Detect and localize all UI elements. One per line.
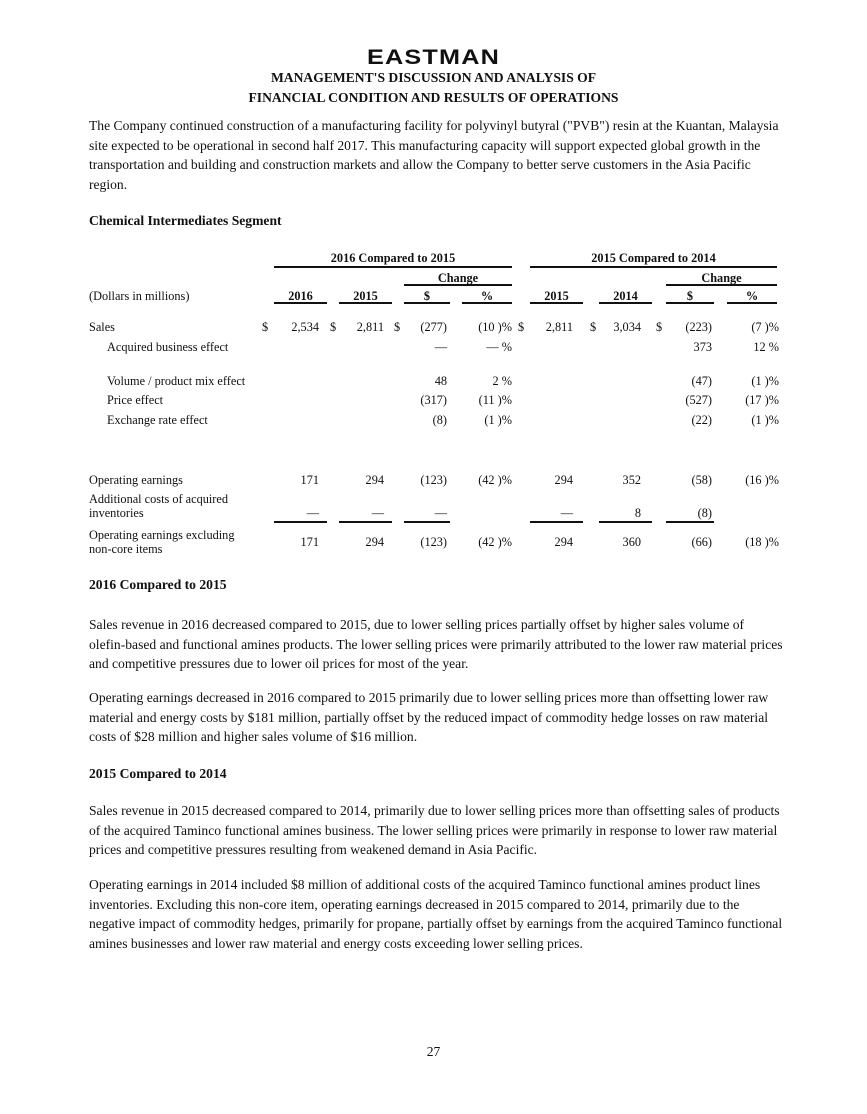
cell: (10 )% (478, 320, 512, 334)
section-heading-2015: 2015 Compared to 2014 (89, 766, 227, 781)
col-header-change-percent: % (480, 289, 494, 303)
cell: (11 )% (478, 393, 512, 407)
col-underline (599, 302, 652, 304)
col-header-change-dollars: $ (423, 289, 431, 303)
cell: (17 )% (745, 393, 779, 407)
section-2015-paragraph-2: Operating earnings in 2014 included $8 million of additional costs of the acquired Taminco functional amines product lines inventories. Excluding this non-core item, operating earnings decreased in 2015 compared to 2014, primarily due to the negative impact of commodity hedges, primarily for propane, partially offset by earnings from the acquired Taminco functional amines businesses and lower raw material and energy costs exceeding lower selling prices. (89, 877, 783, 951)
change-2015-underline (666, 284, 777, 286)
section-heading-2016: 2016 Compared to 2015 (89, 577, 227, 592)
section-2016-paragraph-1: Sales revenue in 2016 decreased compared to 2015, due to lower selling prices partially offset by higher sales volume of olefin-based and functional amines products. The lower selling prices were primarily attributed to the lower raw material prices and competitive pressures due to lower oil prices for most of the year. (89, 617, 783, 671)
cell: (42 )% (478, 535, 512, 549)
change-header-2015: Change (701, 271, 742, 285)
cell: (317) (420, 393, 447, 407)
row-label-fx: Exchange rate effect (107, 413, 208, 427)
cell: 8 (634, 506, 641, 520)
subtotal-line (274, 521, 327, 523)
cell: 2 % (492, 374, 512, 388)
company-logo: EASTMAN (366, 46, 501, 69)
dollar-sign: $ (590, 320, 597, 334)
cell: 373 (693, 340, 712, 354)
cell: (1 )% (751, 413, 779, 427)
cell: 48 (434, 374, 447, 388)
cell: (8) (432, 413, 447, 427)
group-2016-header: 2016 Compared to 2015 (330, 251, 456, 265)
cell: (18 )% (745, 535, 779, 549)
section-2016-paragraph-2: Operating earnings decreased in 2016 compared to 2015 primarily due to lower selling prices more than offsetting lower raw material and energy costs by $181 million, partially offset by the reduced impact of commodity hedge losses on raw material costs of $28 million and higher sales volume of $16 million. (89, 690, 769, 744)
cell: 294 (365, 535, 384, 549)
dollar-sign: $ (262, 320, 269, 334)
col-header-2015b: 2015 (544, 289, 569, 303)
col-underline (666, 302, 714, 304)
row-label-additional-costs-2: inventories (89, 506, 144, 520)
intro-paragraph: The Company continued construction of a manufacturing facility for polyvinyl butyral ("PVB") resin at the Kuantan, Malaysia site expected to be operational in second half 2017. This manufacturing capacity will support expected global growth in the transportation and building and construction markets and allow the Company to better serve customers in the Asia Pacific region. (89, 118, 779, 192)
cell: 294 (554, 535, 573, 549)
cell: 171 (300, 473, 319, 487)
cell: (58) (691, 473, 712, 487)
col-header-2016: 2016 (288, 289, 313, 303)
subtotal-line (666, 521, 714, 523)
cell: 3,034 (613, 320, 641, 334)
segment-heading: Chemical Intermediates Segment (89, 213, 282, 228)
cell: 360 (622, 535, 641, 549)
page-title-line1: MANAGEMENT'S DISCUSSION AND ANALYSIS OF (270, 70, 597, 85)
subtotal-line (404, 521, 450, 523)
col-header-change-percent-b: % (745, 289, 759, 303)
col-underline (530, 302, 583, 304)
cell: — (560, 506, 573, 520)
cell: (123) (420, 473, 447, 487)
change-header-2016: Change (437, 271, 479, 285)
cell: 294 (365, 473, 384, 487)
group-2015-underline (530, 266, 777, 268)
subtotal-line (599, 521, 652, 523)
page-title-line2: FINANCIAL CONDITION AND RESULTS OF OPERATIONS (248, 90, 619, 105)
col-header-2014: 2014 (613, 289, 638, 303)
col-underline (404, 302, 450, 304)
cell: (277) (420, 320, 447, 334)
cell: (7 )% (751, 320, 779, 334)
cell: 2,534 (291, 320, 319, 334)
cell: 12 % (753, 340, 779, 354)
cell: (66) (691, 535, 712, 549)
cell: (16 )% (745, 473, 779, 487)
cell: (22) (691, 413, 712, 427)
col-underline (462, 302, 512, 304)
change-2016-underline (404, 284, 512, 286)
cell: (1 )% (484, 413, 512, 427)
row-label-sales: Sales (89, 320, 115, 334)
row-label-excluding: Operating earnings excluding (89, 528, 235, 542)
cell: 2,811 (356, 320, 384, 334)
cell: (123) (420, 535, 447, 549)
units-label: (Dollars in millions) (89, 289, 190, 303)
row-label-volume: Volume / product mix effect (107, 374, 246, 388)
col-underline (727, 302, 777, 304)
col-underline (274, 302, 327, 304)
subtotal-line (530, 521, 583, 523)
cell: — % (486, 340, 512, 354)
subtotal-line (339, 521, 392, 523)
cell: 294 (554, 473, 573, 487)
dollar-sign: $ (518, 320, 525, 334)
cell: (527) (685, 393, 712, 407)
dollar-sign: $ (394, 320, 401, 334)
cell: (223) (685, 320, 712, 334)
section-2015-paragraph-1: Sales revenue in 2015 decreased compared to 2014, primarily due to lower selling prices more than offsetting sales of products of the acquired Taminco functional amines business. The lower selling prices were primarily in response to lower raw material prices and competitive pressures resulting from weakened demand in Asia Pacific. (89, 803, 780, 857)
col-underline (339, 302, 392, 304)
cell: 352 (622, 473, 641, 487)
group-2015-header: 2015 Compared to 2014 (591, 251, 716, 265)
dollar-sign: $ (656, 320, 663, 334)
cell: (8) (697, 506, 712, 520)
row-label-acquired: Acquired business effect (107, 340, 229, 354)
page-number: 27 (426, 1044, 441, 1059)
row-label-price: Price effect (107, 393, 164, 407)
cell: — (306, 506, 319, 520)
cell: 2,811 (545, 320, 573, 334)
cell: 171 (300, 535, 319, 549)
cell: (47) (691, 374, 712, 388)
col-header-change-dollars-b: $ (686, 289, 694, 303)
cell: — (434, 506, 447, 520)
cell: (1 )% (751, 374, 779, 388)
row-label-operating-earnings: Operating earnings (89, 473, 183, 487)
group-2016-underline (274, 266, 512, 268)
col-header-2015: 2015 (353, 289, 378, 303)
dollar-sign: $ (330, 320, 337, 334)
row-label-additional-costs: Additional costs of acquired (89, 492, 228, 506)
cell: — (371, 506, 384, 520)
row-label-excluding-2: non-core items (89, 542, 163, 556)
cell: (42 )% (478, 473, 512, 487)
cell: — (434, 340, 447, 354)
